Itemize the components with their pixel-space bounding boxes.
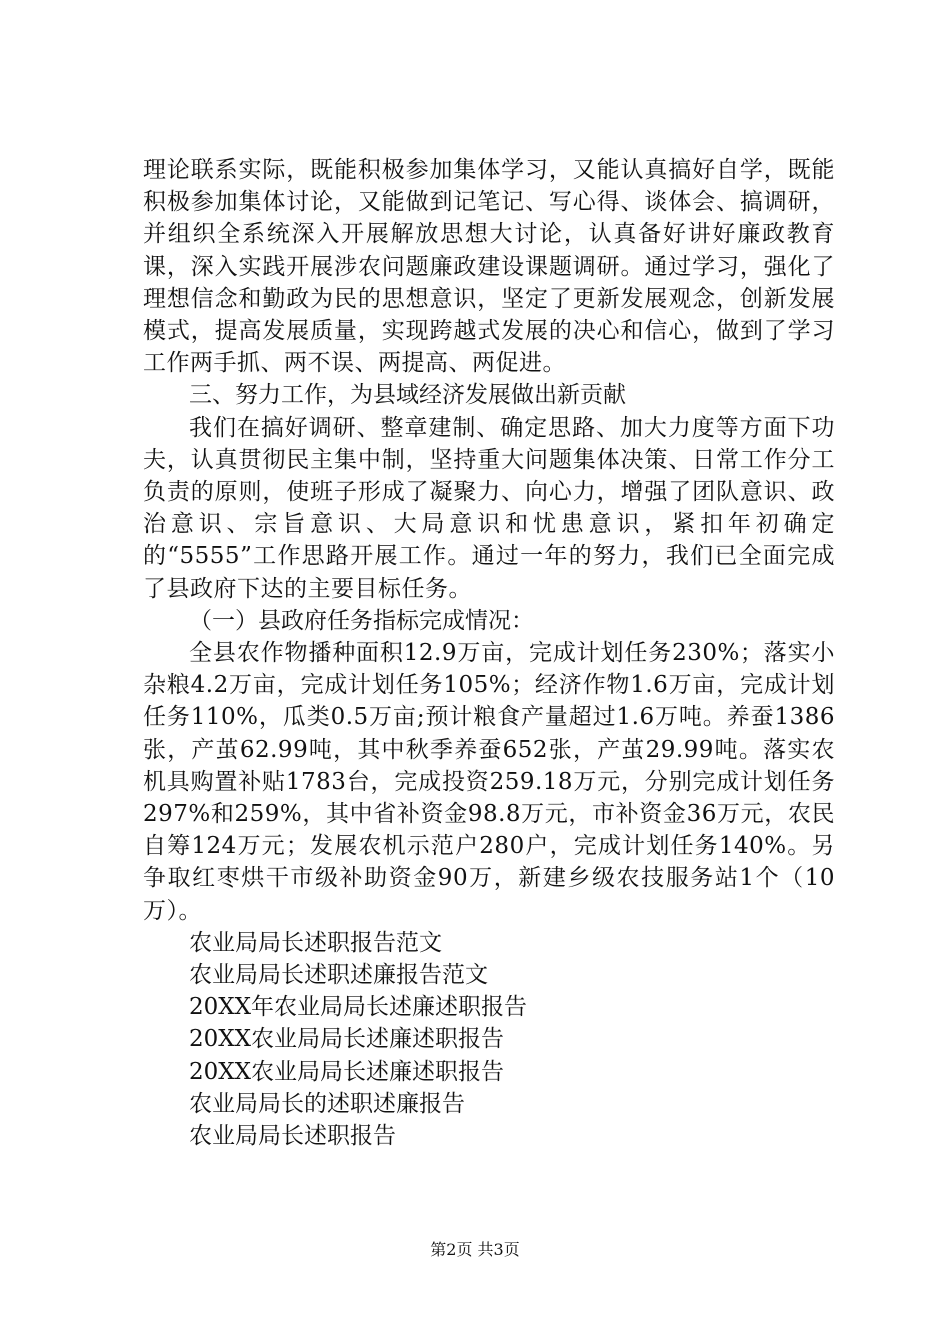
related-article-link[interactable]: 20XX年农业局局长述廉述职报告 <box>189 994 528 1021</box>
related-article-link[interactable]: 农业局局长述职述廉报告范文 <box>189 962 488 989</box>
paragraph-work-summary: 我们在搞好调研、整章建制、确定思路、加大力度等方面下功夫，认真贯彻民主集中制，坚持重大问题集体决策、日常工作分工负责的原则，使班子形成了凝聚力、向心力，增强了团队意识、政治意识、宗旨意识、大局意识和忧患意识，紧扣年初确定的“5555”工作思路开展工作。通过一年的努力，我们已全面完成了县政府下达的主要目标任务。 <box>143 414 835 602</box>
related-article-link[interactable]: 20XX农业局局长述廉述职报告 <box>189 1026 505 1053</box>
related-articles-list <box>143 927 835 1152</box>
section-heading-work: 三、努力工作，为县域经济发展做出新贡献 <box>189 382 626 409</box>
related-article-link[interactable]: 农业局局长述职报告 <box>189 1123 396 1150</box>
paragraph-target-figures: 全县农作物播种面积12.9万亩，完成计划任务230%；落实小杂粮4.2万亩，完成计划任务105%；经济作物1.6万亩，完成计划任务110%，瓜类0.5万亩;预计粮食产量超过1.6万吨。养蚕1386张，产茧62.99吨，其中秋季养蚕652张，产茧29.99吨。落实农机具购置补贴1783台，完成投资259.18万元，分别完成计划任务297%和259%，其中省补资金98.8万元，市补资金36万元，农民自筹124万元；发展农机示范户280户，完成计划任务140%。另争取红枣烘干市级补助资金90万，新建乡级农技服务站1个（10万）。 <box>143 640 835 924</box>
page-indicator: 第2页 共3页 <box>430 1240 520 1259</box>
related-article-link[interactable]: 20XX农业局局长述廉述职报告 <box>189 1058 505 1085</box>
related-article-link[interactable]: 农业局局长述职报告范文 <box>189 929 442 956</box>
related-article-link[interactable]: 农业局局长的述职述廉报告 <box>189 1090 465 1117</box>
document-body <box>143 154 835 1152</box>
page-footer <box>0 1240 950 1260</box>
paragraph-study-summary: 理论联系实际，既能积极参加集体学习，又能认真搞好自学，既能积极参加集体讨论，又能做到记笔记、写心得、谈体会、搞调研，并组织全系统深入开展解放思想大讨论，认真备好讲好廉政教育课，深入实践开展涉农问题廉政建设课题调研。通过学习，强化了理想信念和勤政为民的思想意识，坚定了更新发展观念，创新发展模式，提高发展质量，实现跨越式发展的决心和信心，做到了学习工作两手抓、两不误、两提高、两促进。 <box>143 157 835 377</box>
subsection-heading-targets: （一）县政府任务指标完成情况： <box>189 607 534 634</box>
